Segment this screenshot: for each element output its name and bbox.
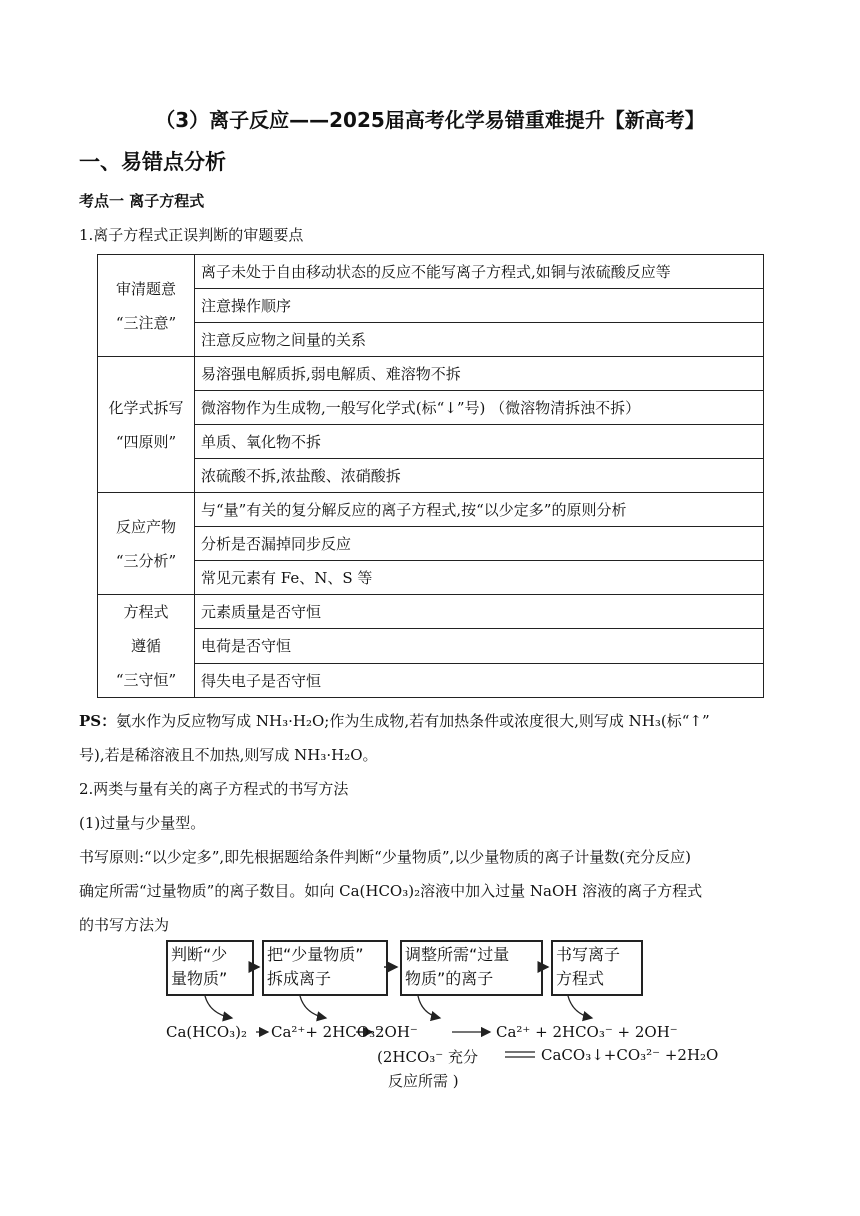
flow-step-4-line-2: 方程式 [556, 969, 605, 988]
rule-cell: 浓硫酸不拆,浓盐酸、浓硝酸拆 [195, 459, 764, 493]
category-line: 反应产物 [115, 517, 176, 536]
principle-line-3: 的书写方法为 [79, 916, 170, 934]
rule-cell: 元素质量是否守恒 [195, 595, 764, 629]
category-line: “四原则” [115, 432, 177, 451]
category-line: “三注意” [115, 313, 177, 332]
item-2-1-heading: (1)过量与少量型。 [79, 814, 206, 832]
category-line: “三分析” [115, 551, 177, 570]
ps-label: PS： [79, 712, 117, 730]
eq-note-line-1: (2HCO₃⁻ 充分 [377, 1048, 478, 1066]
rule-cell: 易溶强电解质拆,弱电解质、难溶物不拆 [195, 357, 764, 391]
eq-note-line-2: 反应所需 ) [388, 1072, 459, 1090]
category-line: 遵循 [130, 637, 161, 655]
eq-reactant: Ca(HCO₃)₂ [166, 1023, 248, 1041]
rule-cell: 离子未处于自由移动状态的反应不能写离子方程式,如铜与浓硫酸反应等 [195, 255, 764, 289]
rule-cell: 分析是否漏掉同步反应 [195, 527, 764, 561]
flow-step-1-line-2: 量物质” [171, 969, 228, 988]
eq-products: CaCO₃↓+CO₃²⁻ +2H₂O [541, 1046, 719, 1064]
category-line: 化学式拆写 [108, 398, 184, 417]
category-line: “三守恒” [115, 671, 177, 689]
rule-cell: 与“量”有关的复分解反应的离子方程式,按“以少定多”的原则分析 [195, 493, 764, 527]
flow-step-4-line-1: 书写离子 [556, 945, 621, 964]
rule-cell: 常见元素有 Fe、N、S 等 [195, 561, 764, 595]
subsection-heading: 考点一 离子方程式 [79, 192, 205, 210]
curved-arrow-icon [205, 996, 232, 1018]
category-line: 审清题意 [115, 279, 176, 298]
flow-step-2-line-2: 拆成离子 [267, 969, 332, 988]
ps-line-2: 号),若是稀溶液且不加热,则写成 NH₃·H₂O。 [79, 746, 378, 764]
flow-step-3-line-2: 物质”的离子 [405, 969, 494, 988]
ps-line-1: 氨水作为反应物写成 NH₃·H₂O;作为生成物,若有加热条件或浓度很大,则写成 NH₃(标“↑” [116, 712, 710, 730]
section-heading: 一、易错点分析 [79, 150, 226, 174]
flow-step-3-line-1: 调整所需“过量 [405, 945, 510, 964]
rule-cell: 注意操作顺序 [195, 289, 764, 323]
document-title: （3）离子反应——2025届高考化学易错重难提升【新高考】 [155, 108, 705, 132]
curved-arrow-icon [300, 996, 326, 1018]
category-line: 方程式 [123, 603, 169, 621]
rule-cell: 注意反应物之间量的关系 [195, 323, 764, 357]
flow-step-2-line-1: 把“少量物质” [267, 945, 364, 964]
item-1-heading: 1.离子方程式正误判断的审题要点 [79, 226, 304, 244]
rule-cell: 得失电子是否守恒 [195, 663, 764, 697]
flow-step-1-line-1: 判断“少 [171, 945, 228, 964]
eq-ions: Ca²⁺+ 2HCO₃⁻ [271, 1023, 384, 1041]
curved-arrow-icon [418, 996, 440, 1018]
item-2-heading: 2.两类与量有关的离子方程式的书写方法 [79, 780, 349, 798]
rule-cell: 微溶物作为生成物,一般写化学式(标“↓”号) （微溶物清拆浊不拆） [195, 391, 764, 425]
curved-arrow-icon [568, 996, 592, 1018]
rule-cell: 单质、氧化物不拆 [195, 425, 764, 459]
eq-sum: Ca²⁺ + 2HCO₃⁻ + 2OH⁻ [496, 1023, 678, 1041]
rule-cell: 电荷是否守恒 [195, 629, 764, 663]
principle-line-2: 确定所需“过量物质”的离子数目。如向 Ca(HCO₃)₂溶液中加入过量 NaOH 溶液的离子方程式 [79, 882, 703, 900]
principle-line-1: 书写原则:“以少定多”,即先根据题给条件判断“少量物质”,以少量物质的离子计量数(充分反应) [79, 848, 691, 866]
eq-hydroxide: 2OH⁻ [375, 1023, 418, 1041]
